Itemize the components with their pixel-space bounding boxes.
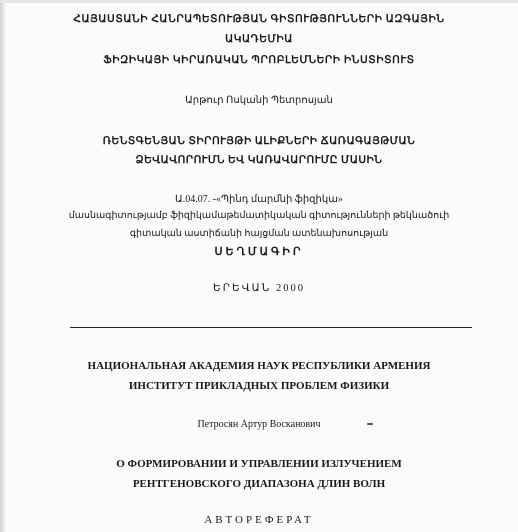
- ru-topic-line2: РЕНТГЕНОВСКОГО ДИАПАЗОНА ДЛИН ВОЛН: [132, 478, 386, 490]
- ru-topic-line1: О ФОРМИРОВАНИИ И УПРАВЛЕНИИ ИЗЛУЧЕНИЕМ: [116, 458, 402, 470]
- hy-abstract-word: ՍԵՂՄԱԳԻՐ: [214, 246, 304, 258]
- hy-specialty-code: Ա.04.07. -«Պինդ մարմնի ֆիզիկա»: [175, 194, 343, 205]
- ru-abstract-word: АВТОРЕФЕРАТ: [204, 514, 314, 526]
- hy-degree-line2: գիտական աստիճանի հայցման ատենախոսության: [129, 229, 389, 239]
- hy-institution-line1: ՀԱՅԱՍՏԱՆԻ ՀԱՆՐԱՊԵՏՈՒԹՅԱՆ ԳԻՏՈՒԹՅՈՒՆՆԵՐԻ ԱԶԳԱՅԻՆ: [73, 14, 445, 25]
- ru-institution-line1: НАЦИОНАЛЬНАЯ АКАДЕМИЯ НАУК РЕСПУБЛИКИ АРМЕНИЯ: [87, 360, 431, 372]
- hy-institution-line3: ՖԻԶԻԿԱՅԻ ԿԻՐԱՌԱԿԱՆ ՊՐՈԲԼԵՄՆԵՐԻ ԻՆՍՏԻՏՈՒՏ: [103, 55, 415, 66]
- ru-author: Петросян Артур Восканович: [197, 419, 321, 430]
- hy-city-year: ԵՐԵՎԱՆ 2000: [213, 283, 305, 294]
- hy-topic-line1: ՌԵՆՏԳԵՆՅԱՆ ՏԻՐՈՒՅԹԻ ԱԼԻՔՆԵՐԻ ՃԱՌԱԳԱՅԹՄԱՆ: [102, 136, 416, 147]
- ru-institution-line2: ИНСТИТУТ ПРИКЛАДНЫХ ПРОБЛЕМ ФИЗИКИ: [128, 380, 390, 392]
- hy-topic-line2: ՁԵՎԱՎՈՐՈՒՄՆ ԵՎ ԿԱՌԱՎԱՐՈՒՄԸ ՄԱՍԻՆ: [135, 155, 383, 166]
- scan-speck: [367, 423, 373, 425]
- scan-edge-shadow: [0, 0, 6, 532]
- hy-author: Արթուր Ոսկանի Պետրոսյան: [185, 95, 333, 106]
- hy-institution-line2: ԱԿԱԴԵՄԻԱ: [225, 34, 293, 45]
- hy-degree-line1: մասնագիտությամբ ֆիզիկամաթեմատիկական գիտությունների թեկնածուի: [68, 211, 450, 221]
- scan-top-edge: [0, 0, 518, 3]
- section-divider: [70, 327, 472, 328]
